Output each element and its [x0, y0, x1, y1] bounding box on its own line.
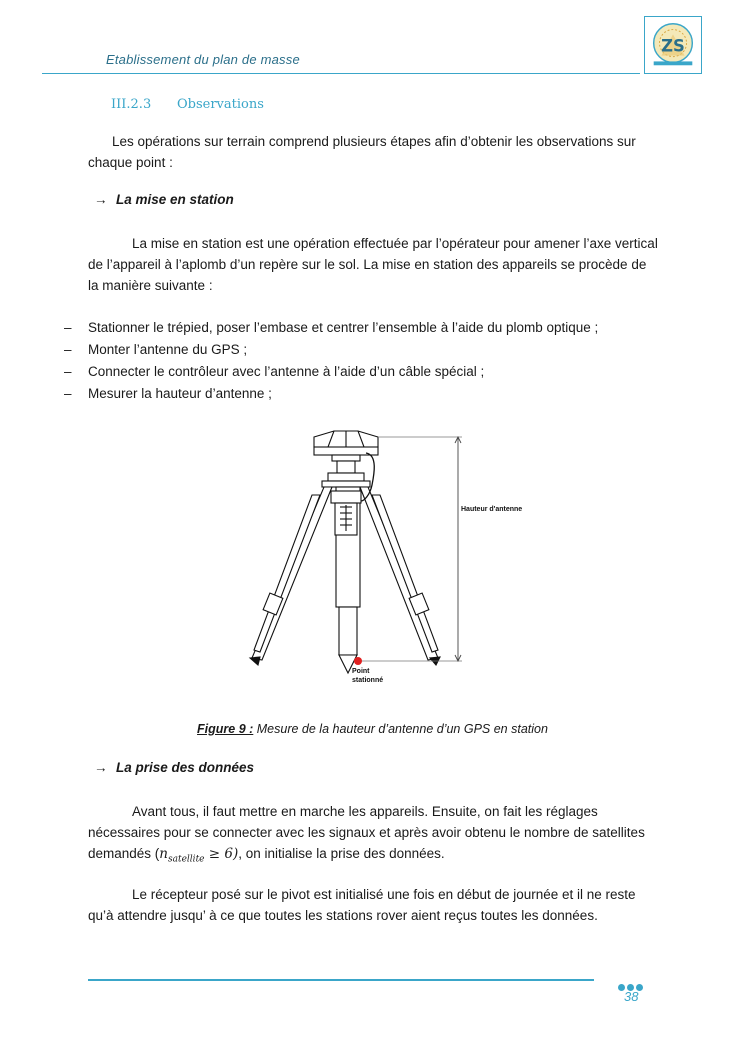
dash-bullet: –: [64, 364, 72, 379]
logo-lettering: ZS: [661, 36, 685, 56]
subheading-label: La mise en station: [116, 192, 234, 207]
header-divider: [42, 73, 640, 74]
dash-bullet: –: [64, 320, 72, 335]
subheading-label: La prise des données: [116, 760, 255, 775]
institution-logo: [644, 16, 702, 74]
list-item-text: Connecter le contrôleur avec l’antenne à l’aide d’un câble spécial ;: [88, 364, 485, 379]
arrow-right-icon: →: [94, 760, 108, 775]
figure-label-point: Point: [352, 668, 370, 675]
list-item: [64, 339, 674, 361]
list-item: [64, 361, 674, 383]
figure-caption: [0, 722, 745, 736]
prise-des-donnees-paragraph-1: [88, 801, 658, 871]
list-item-text: Mesurer la hauteur d’antenne ;: [88, 386, 272, 401]
list-item: [64, 317, 674, 339]
section-number: III.2.3: [111, 97, 152, 112]
mise-en-station-paragraph: La mise en station est une opération effectuée par l’opérateur pour amener l’axe vertical de l’appareil à l’aplomb d’un repère sur le sol. La mise en station des appareils se procède de la manière suivante :: [88, 236, 658, 293]
list-item: [64, 383, 674, 405]
paragraph-text: Avant tous, il faut mettre en marche les appareils. Ensuite, on fait les réglages nécessaires pour se connecter avec les signaux et après avoir obtenu le nombre de satellites demandés (: [88, 804, 645, 861]
figure-caption-label: Figure 9 :: [197, 722, 254, 736]
tripod-illustration: [240, 425, 540, 690]
intro-paragraph: Les opérations sur terrain comprend plusieurs étapes afin d’obtenir les observations sur chaque point :: [88, 134, 636, 170]
math-relation: ≥ 6): [204, 846, 239, 862]
figure-caption-text: Mesure de la hauteur d’antenne d’un GPS en station: [253, 722, 548, 736]
dash-bullet: –: [64, 342, 72, 357]
list-item-text: Stationner le trépied, poser l’embase et centrer l’ensemble à l’aide du plomb optique ;: [88, 320, 599, 335]
logo-graphic: [645, 17, 701, 73]
figure-label-height: Hauteur d'antenne: [461, 506, 523, 513]
prise-des-donnees-paragraph-2: Le récepteur posé sur le pivot est initialisé une fois en début de journée et il ne reste qu’à attendre jusqu’ à ce que toutes les stations rover aient reçus toutes les données.: [88, 887, 636, 923]
procedure-list: [64, 317, 674, 405]
math-expression: [159, 846, 239, 865]
list-item-text: Monter l’antenne du GPS ;: [88, 342, 248, 357]
math-subscript: satellite: [168, 854, 205, 865]
dash-bullet: –: [64, 386, 72, 401]
subheading-prise-des-donnees: [94, 760, 254, 775]
paragraph-text: , on initialise la prise des données.: [238, 846, 445, 861]
math-variable: n: [159, 846, 168, 862]
running-header: Etablissement du plan de masse: [106, 52, 300, 67]
arrow-right-icon: →: [94, 192, 108, 207]
figure-label-point-line2: stationné: [352, 677, 384, 684]
subheading-mise-en-station: [94, 192, 234, 207]
footer-divider: [88, 979, 594, 981]
page-number: 38: [624, 989, 639, 1004]
section-title: Observations: [177, 97, 264, 112]
gps-tripod-figure: [240, 425, 540, 690]
stationed-point-marker: [354, 657, 362, 665]
